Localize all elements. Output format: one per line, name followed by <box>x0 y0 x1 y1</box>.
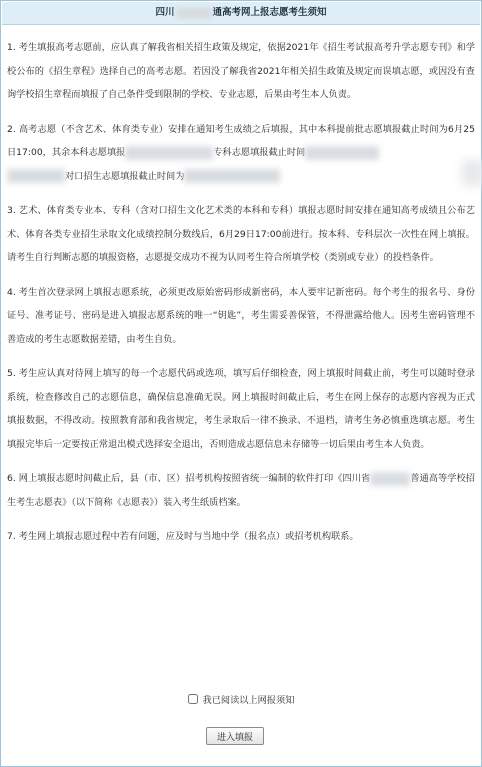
notice-item-6-text-a: 6. 网上填报志愿时间截止后，县（市、区）招考机构按照省统一编制的软件打印《四川省 <box>7 473 371 484</box>
agreement-checkbox[interactable] <box>188 694 198 704</box>
redacted-region <box>184 169 280 183</box>
agreement-label[interactable]: 我已阅读以上网报须知 <box>202 695 295 706</box>
notice-item-6-text-b: 普通高等学校招生考生志愿表》（以下简称《志愿表》）装入考生纸质档案。 <box>7 473 475 508</box>
agreement-row <box>0 692 482 706</box>
redacted-region <box>176 7 212 19</box>
redacted-region <box>305 146 379 160</box>
notice-body <box>1 26 481 549</box>
notice-item-2-text-c: 对口招生志愿填报截止时间为 <box>65 170 185 182</box>
title-prefix: 四川 <box>155 7 175 18</box>
redacted-region <box>462 160 482 186</box>
notice-item-4: 4. 考生首次登录网上填报志愿系统，必须更改原始密码形成新密码，本人要牢记新密码。每个考生的报名号、身份证号、准考证号、密码是进入填报志愿系统的唯一“钥匙”，考生需妥善保管，不得泄露给他人。因考生密码管理不善造成的考生志愿数据差错，由考生自负。 <box>7 286 475 345</box>
redacted-region <box>370 472 410 486</box>
notice-item-3: 3. 艺术、体育类专业本、专科（含对口招生文化艺术类的本科和专科）填报志愿时间安排在通知高考成绩且公布艺术、体育各类专业招生录取文化成绩控制分数线后，6月29日17:00前进行。按本科、专科层次一次性在网上填报。请考生自行判断志愿的填报资格，志愿提交成功不视为认同考生符合所填学校（类别或专业）的投档条件。 <box>7 205 475 263</box>
enter-filling-button[interactable]: 进入填报 <box>206 727 264 745</box>
redacted-region <box>125 146 213 160</box>
notice-item-1: 1. 考生填报高考志愿前，应认真了解我省相关招生政策及规定，依据2021年《招生考试报高考升学志愿专刊》和学校公布的《招生章程》选择自己的高考志愿。若因没了解我省2021年相关招生政策及规定而误填志愿，或因没有查询学校招生章程而填报了自己条件受到限制的学校、专业志愿，后果由考生本人负责。 <box>7 42 475 100</box>
notice-item-2 <box>7 118 475 189</box>
notice-item-2-text-b: 专科志愿填报截止时间 <box>213 147 306 158</box>
notice-item-6 <box>7 467 475 514</box>
title-suffix: 通高考网上报志愿考生须知 <box>212 7 327 18</box>
notice-item-7: 7. 考生网上填报志愿过程中若有问题，应及时与当地中学（报名点）或招考机构联系。 <box>7 531 359 542</box>
redacted-region <box>7 169 65 183</box>
page-title <box>2 2 480 25</box>
notice-item-2-text-a: 2. 高考志愿（不含艺术、体育类专业）安排在通知考生成绩之后填报，其中本科提前批志愿填报截止时间为6月25日17:00，其余本科志愿填报 <box>7 123 475 158</box>
notice-item-5: 5. 考生应认真对待网上填写的每一个志愿代码或选项，填写后仔细检查，网上填报时间截止前，考生可以随时登录系统，检查修改自己的志愿信息，确保信息准确无误。网上填报时间截止后，考生在网上保存的志愿内容视为正式填报数据，不得改动。按照教育部和我省规定，考生录取后一律不换录、不退档，请考生务必慎重选填志愿。考生填报完毕后一定要按正常退出模式选择安全退出，否则造成志愿信息未存储等一切后果由考生本人负责。 <box>7 368 475 450</box>
